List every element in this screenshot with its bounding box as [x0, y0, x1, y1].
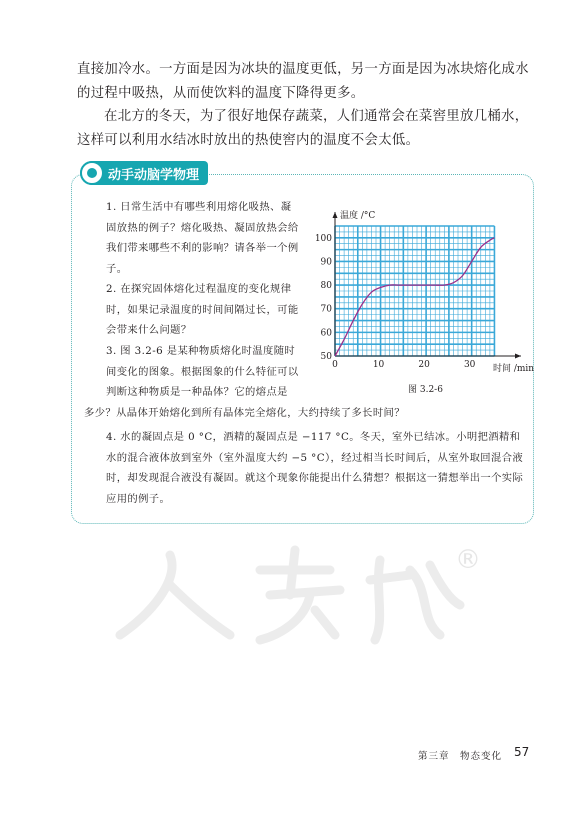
y-tick-label: 100: [314, 233, 332, 244]
chapter-label: 第三章 物态变化: [418, 751, 503, 762]
y-tick-label: 70: [320, 304, 332, 315]
publisher-watermark: [110, 540, 500, 650]
x-tick-label: 0: [332, 360, 338, 370]
question-4: 4. 水的凝固点是 0 °C，酒精的凝固点是 −117 °C。冬天，室外已结冰。小明把酒精和水的混合液体放到室外（室外温度大约 −5 °C），经过相当长时间后，从室外取回混合液时，却发现混合液没有凝固。就这个现象你能提出什么猜想？根据这一猜想举出一个实际应用的例子。: [106, 431, 524, 505]
y-tick-label: 60: [320, 328, 332, 339]
x-axis-arrow: [515, 354, 521, 359]
y-tick-label: 90: [320, 257, 332, 268]
y-tick-label: 80: [320, 281, 332, 292]
chart-y-label: 温度 /°C: [340, 211, 376, 221]
question-1: 1. 日常生活中有哪些利用熔化吸热、凝固放热的例子？熔化吸热、凝固放热会给我们带来哪些不利的影响？请各举一个例子。: [106, 201, 299, 275]
figure-caption: 图 3.2-6: [408, 385, 443, 395]
temperature-time-chart: [311, 204, 537, 382]
intro-paragraph-2: 在北方的冬天，为了很好地保存蔬菜，人们通常会在菜窖里放几桶水，这样可以利用水结冰时放出的热使窖内的温度不会太低。: [77, 109, 529, 148]
section-badge: [80, 161, 208, 185]
x-tick-label: 30: [463, 360, 476, 370]
question-2: 2. 在探究固体熔化过程温度的变化规律时，如果记录温度的时间间隔过长，可能会带来什么问题？: [106, 283, 299, 337]
intro-paragraph-1: 直接加冷水。一方面是因为冰块的温度更低，另一方面是因为冰块熔化成水的过程中吸热，从而使饮料的温度下降得更多。: [77, 62, 529, 101]
chart-grid: [335, 226, 494, 356]
y-axis-arrow: [333, 212, 338, 218]
x-tick-label: 10: [372, 360, 385, 370]
x-tick-label: 20: [418, 360, 430, 370]
svg-text:®: ®: [455, 545, 481, 575]
question-3: 3. 图 3.2-6 是某种物质熔化时温度随时间变化的图象。根据图象的什么特征可以判断这种物质是一种晶体？它的熔点是: [106, 345, 299, 399]
y-tick-label: 50: [320, 352, 332, 362]
page-number: 57: [514, 745, 530, 759]
intro-text: [77, 58, 529, 152]
question-3-continued: 多少？从晶体开始熔化到所有晶体完全熔化，大约持续了多长时间？: [84, 407, 405, 419]
target-icon: [80, 161, 104, 185]
section-title: 动手动脑学物理: [108, 168, 200, 183]
chart-x-label: 时间 /min: [493, 364, 535, 374]
